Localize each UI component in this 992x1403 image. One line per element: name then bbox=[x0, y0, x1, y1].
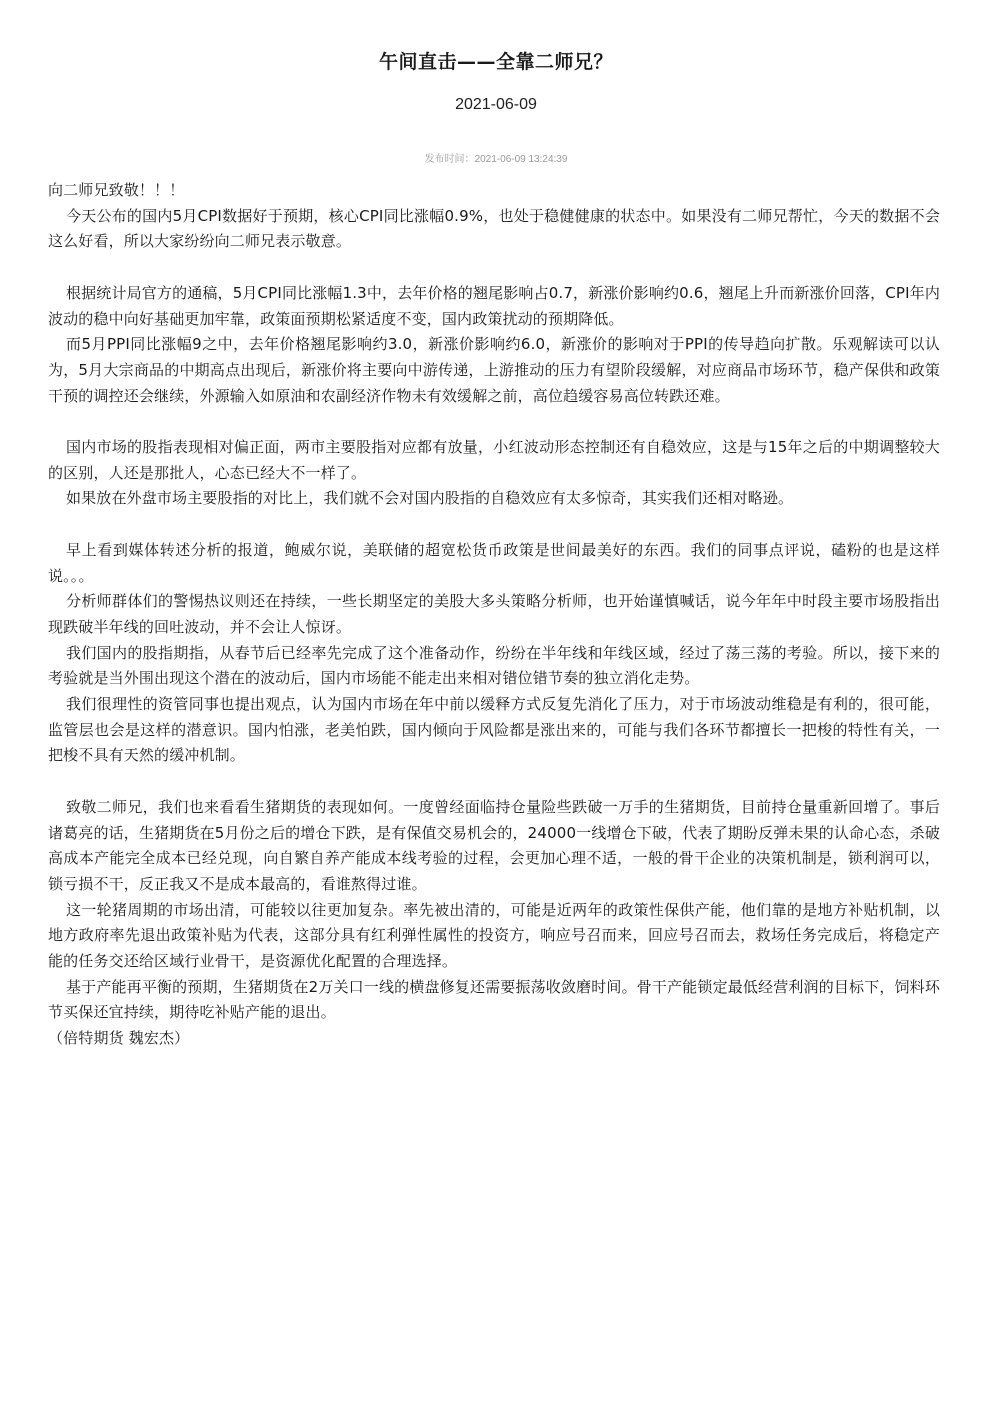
paragraph-rebalance: 基于产能再平衡的预期，生猪期货在2万关口一线的横盘修复还需要振荡收敛磨时间。骨干产能锁定最低经营利润的目标下，饲料环节买保还宜持续，期待吃补贴产能的退出。 bbox=[48, 977, 940, 1022]
paragraph-asset-management: 我们很理性的资管同事也提出观点，认为国内市场在年中前以缓释方式反复先消化了压力，对于市场波动维稳是有利的，很可能，监管层也会是这样的潜意识。国内怕涨，老美怕跌，国内倾向于风险都是涨出来的，可能与我们各环节都擅长一把梭的特性有关，一把梭不具有天然的缓冲机制。 bbox=[48, 695, 940, 765]
paragraph-spacer bbox=[48, 255, 940, 281]
paragraph-analysts: 分析师群体们的警惕热议则还在持续，一些长期坚定的美股大多头策略分析师，也开始谨慎喊话，说今年年中时段主要市场股指出现跌破半年线的回吐波动，并不会让人惊讶。 bbox=[48, 592, 940, 636]
publish-time-label: 发布时间： bbox=[424, 154, 475, 165]
paragraph-spacer bbox=[48, 512, 940, 538]
author-signature: （倍特期货 魏宏杰） bbox=[48, 1029, 190, 1048]
publish-time bbox=[0, 150, 992, 165]
paragraph-domestic-futures: 我们国内的股指期指，从春节后已经率先完成了这个准备动作，纷纷在半年线和年线区域，经过了荡三荡的考验。所以，接下来的考验就是当外围出现这个潜在的波动后，国内市场能不能走出来相对错位错节奏的独立消化走势。 bbox=[48, 643, 940, 688]
paragraph-cpi-intro: 今天公布的国内5月CPI数据好于预期，核心CPI同比涨幅0.9%，也处于稳健健康的状态中。如果没有二师兄帮忙，今天的数据不会这么好看，所以大家纷纷向二师兄表示敬意。 bbox=[48, 206, 940, 251]
article-title: 午间直击——全靠二师兄？ bbox=[378, 51, 613, 73]
paragraph-salute: 向二师兄致敬！！！ bbox=[48, 181, 185, 199]
paragraph-cpi-detail: 根据统计局官方的通稿，5月CPI同比涨幅1.3中，去年价格的翘尾影响占0.7，新涨价影响约0.6，翘尾上升而新涨价回落，CPI年内波动的稳中向好基础更加牢靠，政策面预期松紧适度不变，国内政策扰动的预期降低。 bbox=[48, 283, 940, 328]
paragraph-spacer bbox=[48, 769, 940, 795]
paragraph-overseas-compare: 如果放在外盘市场主要股指的对比上，我们就不会对国内股指的自稳效应有太多惊奇，其实我们还相对略逊。 bbox=[66, 489, 794, 508]
paragraph-hog-futures: 致敬二师兄，我们也来看看生猪期货的表现如何。一度曾经面临持仓量险些跌破一万手的生猪期货，目前持仓量重新回增了。事后诸葛亮的话，生猪期货在5月份之后的增仓下跌，是有保值交易机会的，24000一线增仓下破，代表了期盼反弹未果的认命心态，杀破高成本产能完全成本已经兑现，向自繁自养产能成本线考验的过程，会更加心理不适，一般的骨干企业的决策机制是，锁利润可以，锁亏损不干，反正我又不是成本最高的，看谁熬得过谁。 bbox=[48, 797, 940, 893]
paragraph-stock-index: 国内市场的股指表现相对偏正面，两市主要股指对应都有放量，小红波动形态控制还有自稳效应，这是与15年之后的中期调整较大的区别，人还是那批人，心态已经大不一样了。 bbox=[48, 438, 940, 482]
paragraph-ppi: 而5月PPI同比涨幅9之中，去年价格翘尾影响约3.0，新涨价影响约6.0，新涨价的影响对于PPI的传导趋向扩散。乐观解读可以认为，5月大宗商品的中期高点出现后，新涨价将主要向中游传递，上游推动的压力有望阶段缓解，对应商品市场环节，稳产保供和政策干预的调控还会继续，外源输入如原油和农副经济作物未有效缓解之前，高位趋缓容易高位转跌还难。 bbox=[48, 335, 940, 405]
article-date: 2021-06-09 bbox=[455, 96, 537, 113]
paragraph-spacer bbox=[48, 409, 940, 435]
article-body bbox=[48, 178, 940, 1052]
paragraph-powell: 早上看到媒体转述分析的报道，鲍威尔说，美联储的超宽松货币政策是世间最美好的东西。我们的同事点评说，磕粉的也是这样说。。。 bbox=[48, 540, 940, 585]
paragraph-hog-cycle: 这一轮猪周期的市场出清，可能较以往更加复杂。率先被出清的，可能是近两年的政策性保供产能，他们靠的是地方补贴机制，以地方政府率先退出政策补贴为代表，这部分具有红利弹性属性的投资方，响应号召而来，回应号召而去，救场任务完成后，将稳定产能的任务交还给区域行业骨干，是资源优化配置的合理选择。 bbox=[48, 900, 940, 971]
publish-time-value: 2021-06-09 13:24:39 bbox=[474, 154, 568, 165]
